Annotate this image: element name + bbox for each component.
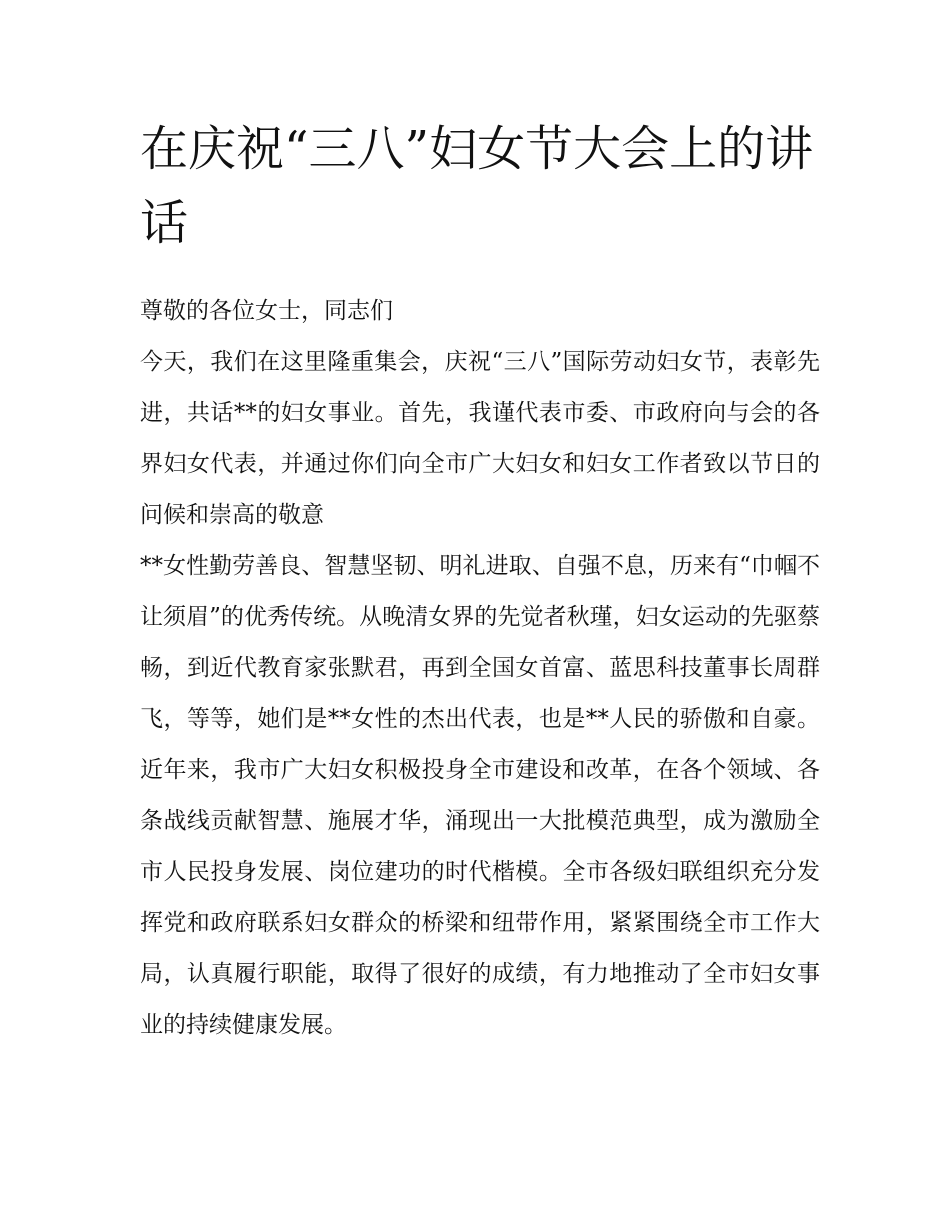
salutation-paragraph: 尊敬的各位女士，同志们: [140, 298, 393, 324]
document-title: 在庆祝“三八”妇女节大会上的讲话: [140, 121, 814, 251]
document-content: [140, 112, 820, 1051]
opening-paragraph: 今天，我们在这里隆重集会，庆祝“三八”国际劳动妇女节，表彰先进，共话**的妇女事业。首先，我谨代表市委、市政府向与会的各界妇女代表，并通过你们向全市广大妇女和妇女工作者致以节日的问候和崇高的敬意: [140, 349, 820, 528]
main-paragraph: **女性勤劳善良、智慧坚韧、明礼进取、自强不息，历来有“巾帼不让须眉”的优秀传统。从晚清女界的先觉者秋瑾，妇女运动的先驱蔡畅，到近代教育家张默君，再到全国女首富、蓝思科技董事长周群飞，等等，她们是**女性的杰出代表，也是**人民的骄傲和自豪。近年来，我市广大妇女积极投身全市建设和改革，在各个领域、各条战线贡献智慧、施展才华，涌现出一大批模范典型，成为激励全市人民投身发展、岗位建功的时代楷模。全市各级妇联组织充分发挥党和政府联系妇女群众的桥梁和纽带作用，紧紧围绕全市工作大局，认真履行职能，取得了很好的成绩，有力地推动了全市妇女事业的持续健康发展。: [140, 553, 820, 1038]
document-body: [140, 286, 820, 1051]
